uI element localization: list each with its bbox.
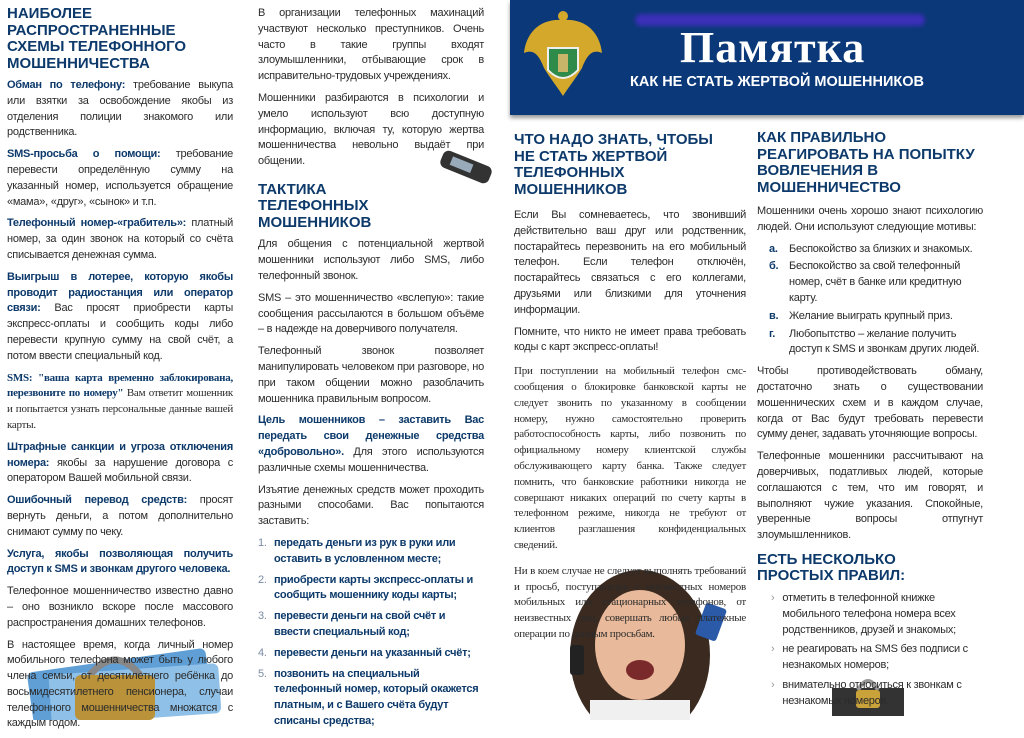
motive-item: г. Любопытство – желание получить доступ к SMS и звонкам других людей.: [769, 327, 980, 356]
paragraph: Мошенники разбираются в психологии и умело используют всю доступную информацию, включая ту, которую жертва мошенничества невольно выдаёт при общении.: [258, 91, 484, 168]
paragraph: Мошенники очень хорошо знают психологию людей. Они используют следующие мотивы:: [757, 205, 983, 233]
method-item: 2. приобрести карты экспресс-оплаты и сообщить мошеннику коды карты;: [258, 573, 474, 602]
column-tactics: [258, 6, 484, 735]
method-item: 3. перевести деньги на свой счёт и ввести специальный код;: [258, 610, 446, 638]
paragraph: Телефонное мошенничество известно давно – оно возникло вскоре после массового распространения домашних телефонов.: [7, 585, 233, 629]
paragraph: Чтобы противодействовать обману, достаточно знать о существовании мошеннических схем и в каждом случае, когда от Вас будут требовать перевести сумму денег, задавать уточняющие вопросы.: [757, 365, 983, 441]
paragraph: SMS – это мошенничество «вслепую»: такие сообщения рассылаются в большом объёме – в надежде на доверчивого получателя.: [258, 291, 484, 336]
what-to-know-heading: ЧТО НАДО ЗНАТЬ, ЧТОБЫ НЕ СТАТЬ ЖЕРТВОЙ ТЕЛЕФОННЫХ МОШЕННИКОВ: [514, 131, 713, 198]
column-how-to-react: [757, 130, 983, 714]
motive-item: в. Желание выиграть крупный приз.: [769, 309, 953, 322]
paragraph: Изъятие денежных средств может проходить разными способами. Вас попытаются заставить:: [258, 483, 484, 528]
motive-item: б. Беспокойство за свой телефонный номер, счёт в банке или кредитную карту.: [769, 260, 962, 304]
method-item: 5. позвонить на специальный телефонный номер, который окажется платным, и с Вашего счёта будут списаны средства;: [258, 667, 479, 727]
rules-heading: ЕСТЬ НЕСКОЛЬКО ПРОСТЫХ ПРАВИЛ:: [757, 550, 906, 585]
scheme-item: SMS: "ваша карта временно заблокирована, перезвоните по номеру" Вам ответит мошенник и попытается узнать персональные данные вашей карты.: [7, 371, 233, 431]
scheme-item: Услуга, якобы позволяющая получить доступ к SMS и звонкам другого человека.: [7, 547, 233, 576]
column-what-to-know: [514, 132, 746, 649]
paragraph: Телефонные мошенники рассчитывают на доверчивых, податливых людей, которые соглашаются с тем, что им говорят, и выполняют чужие указания. Спокойные, уверенные вопросы отпугнут злоумышленников.: [757, 450, 983, 542]
tactics-heading: ТАКТИКА ТЕЛЕФОННЫХ МОШЕННИКОВ: [258, 180, 372, 231]
scheme-item: Телефонный номер-«грабитель»: платный номер, за один звонок на который со счёта списывается денежная сумма.: [7, 217, 233, 261]
how-to-react-heading: КАК ПРАВИЛЬНО РЕАГИРОВАТЬ НА ПОПЫТКУ ВОВЛЕЧЕНИЯ В МОШЕННИЧЕСТВО: [757, 129, 975, 196]
motive-item: а. Беспокойство за близких и знакомых.: [769, 242, 973, 255]
scheme-item: SMS-просьба о помощи: требование перевести определённую сумму на указанный номер, используется обращение «мама», «друг», «сынок» и т.п.: [7, 148, 233, 208]
paragraph: Помните, что никто не имеет права требовать коды с карт экспресс-оплаты!: [514, 325, 746, 354]
paragraph: Для общения с потенциальной жертвой мошенники используют либо SMS, либо телефонный звонок.: [258, 238, 484, 283]
method-item: 1. передать деньги из рук в руки или оставить в условленном месте;: [258, 537, 456, 565]
header-banner: [510, 0, 1024, 115]
paragraph: При поступлении на мобильный телефон смс-сообщения о блокировке банковской карты не следует звонить по указанному в сообщении номеру, нужно самостоятельно проверить работоспособность карты, либо позвонить по официальному номеру клиентской службы обслуживающего карту банка. Также следует помнить, что банковские работники никогда не совершают никаких операций по счету карты в телефонном режиме, никогда не требуют от клиентов разглашения конфиденциальных сведений.: [514, 365, 746, 551]
column-schemes: [7, 6, 233, 738]
rule-item: › внимательно относиться к звонкам с незнакомых номеров.: [771, 678, 962, 707]
scheme-item: Ошибочный перевод средств: просят вернуть деньги, а потом дополнительно снимают сумму по чеку.: [7, 494, 233, 538]
paragraph: Если Вы сомневаетесь, что звонивший действительно ваш друг или родственник, постарайтесь перезвонить на его мобильный телефон. Если телефон отключён, постарайтесь связаться с его коллегами, друзьями или близкими для уточнения информации.: [514, 209, 746, 316]
methods-list: [258, 536, 484, 730]
page-subtitle: КАК НЕ СТАТЬ ЖЕРТВОЙ МОШЕННИКОВ: [630, 74, 925, 90]
rule-item: › отметить в телефонной книжке мобильного телефона номера всех родственников, друзей и знакомых;: [771, 591, 956, 636]
rules-list: [771, 591, 983, 710]
schemes-heading: НАИБОЛЕЕ РАСПРОСТРАНЕННЫЕ СХЕМЫ ТЕЛЕФОННОГО МОШЕННИЧЕСТВА: [7, 5, 187, 72]
rule-item: › не реагировать на SMS без подписи с незнакомых номеров;: [771, 643, 968, 672]
paragraph: В организации телефонных махинаций участвуют несколько преступников. Очень часто в такие группы входят злоумышленники, отбывающие срок в исправительно-трудовых учреждениях.: [258, 7, 484, 83]
paragraph: Ни в коем случае не следует выполнять требований и просьб, поступающих с неизвестных номеров мобильных или стационарных телефонов, от неизвестных лиц, совершать любые платежные операции по данным просьбам.: [514, 564, 746, 640]
scheme-item: Выигрыш в лотерее, которую якобы проводит радиостанция или оператор связи: Вас просят приобрести карты экспресс-оплаты и сообщить коды либо перевести крупную сумму на свой счёт, а потом ввести специальный код.: [7, 270, 233, 362]
goal-paragraph: Цель мошенников – заставить Вас передать свои денежные средства «добровольно». Для этого используются различные схемы мошенничества.: [258, 414, 484, 474]
coat-of-arms-emblem: [520, 8, 606, 98]
page-title: Памятка: [680, 23, 866, 72]
scheme-item: Обман по телефону: требование выкупа или взятки за освобождение якобы из отделения полиции знакомого или родственника.: [7, 79, 233, 139]
paragraph: Телефонный звонок позволяет манипулировать человеком при разговоре, но при таком общении можно разоблачить мошенника правильным вопросом.: [258, 345, 484, 405]
paragraph: В настоящее время, когда личный номер мобильного телефона может быть у любого члена семьи, от десятилетнего ребёнка до восьмидесятилетнего пенсионера, случаи телефонного мошенничества множатся с каждым годом.: [7, 638, 233, 730]
motives-list: [769, 242, 983, 359]
scheme-item: Штрафные санкции и угроза отключения номера: якобы за нарушение договора с оператором Вашей мобильной связи.: [7, 440, 233, 485]
method-item: 4. перевести деньги на указанный счёт;: [258, 646, 471, 659]
